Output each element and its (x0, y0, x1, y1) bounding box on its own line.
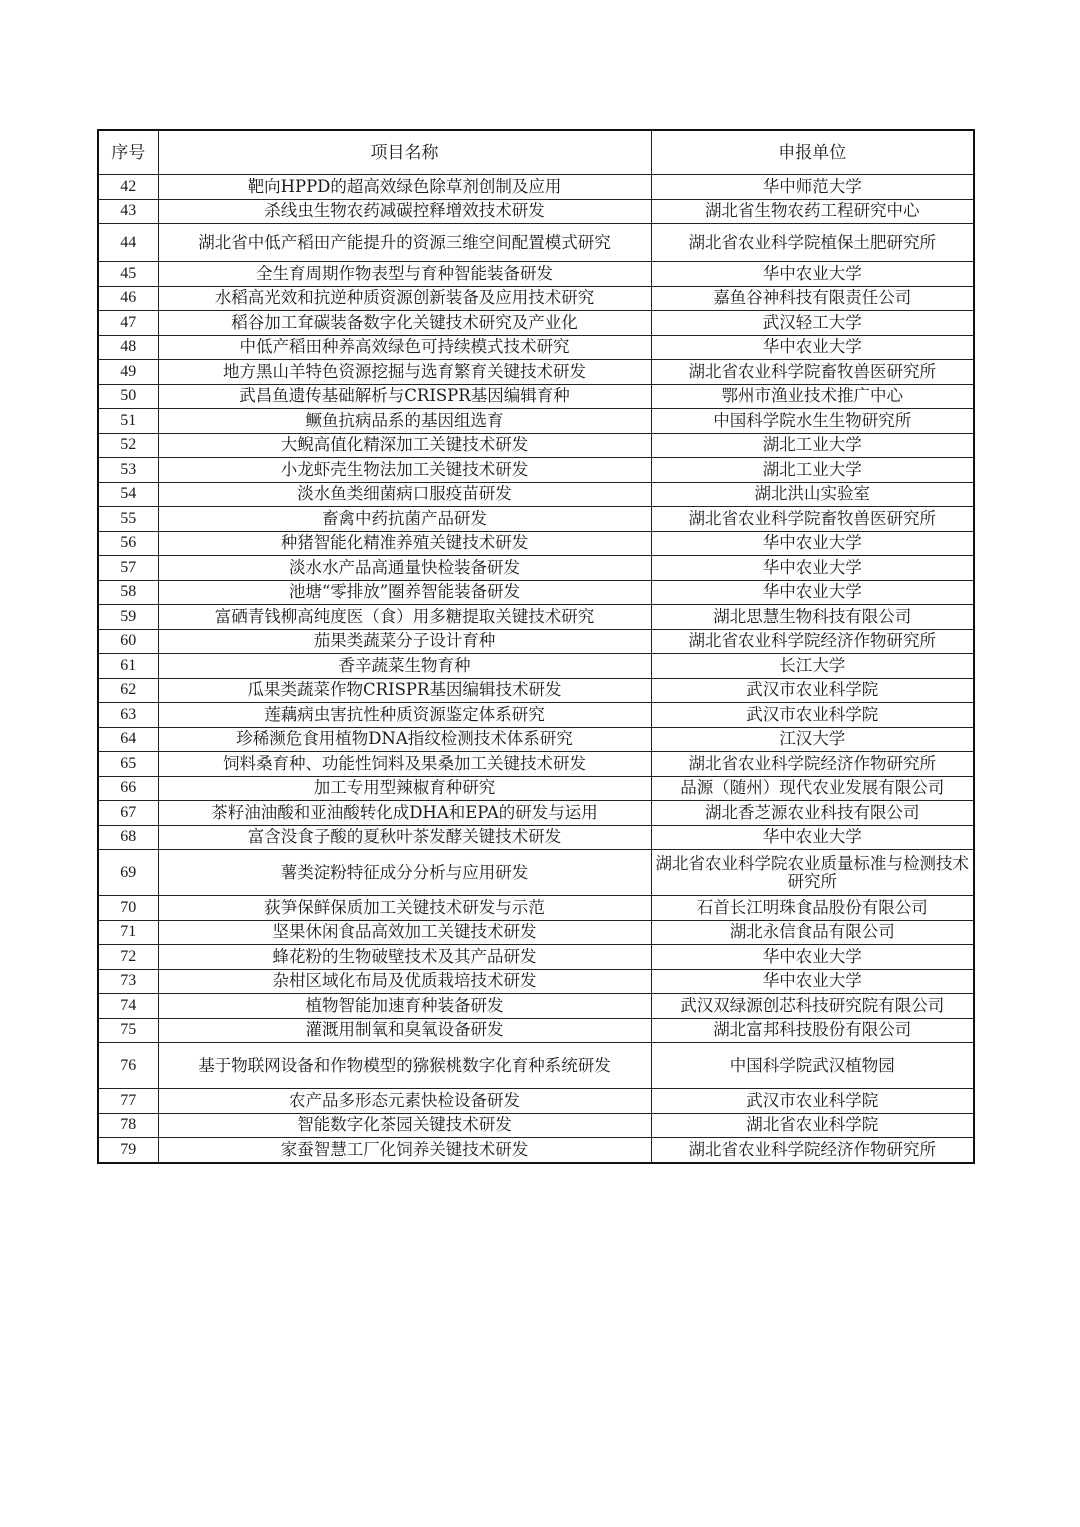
row-seq: 73 (98, 969, 158, 994)
row-project-name: 稻谷加工耷碳装备数字化关键技术研究及产业化 (158, 311, 651, 336)
row-project-name: 富含没食子酸的夏秋叶茶发酵关键技术研发 (158, 825, 651, 850)
row-seq: 65 (98, 752, 158, 777)
row-applicant-unit: 鄂州市渔业技术推广中心 (651, 384, 974, 409)
table-row (98, 1043, 974, 1089)
row-project-name: 水稻高光效和抗逆种质资源创新装备及应用技术研究 (158, 286, 651, 311)
row-seq: 74 (98, 994, 158, 1019)
row-applicant-unit: 武汉市农业科学院 (651, 678, 974, 703)
row-applicant-unit: 中国科学院水生生物研究所 (651, 409, 974, 434)
table-row (98, 311, 974, 336)
row-applicant-unit: 湖北永信食品有限公司 (651, 920, 974, 945)
row-seq: 53 (98, 458, 158, 483)
row-seq: 46 (98, 286, 158, 311)
row-seq: 48 (98, 335, 158, 360)
table-row (98, 433, 974, 458)
row-seq: 75 (98, 1018, 158, 1043)
row-applicant-unit: 湖北省生物农药工程研究中心 (651, 199, 974, 224)
row-seq: 79 (98, 1138, 158, 1163)
row-applicant-unit: 湖北省农业科学院经济作物研究所 (651, 752, 974, 777)
table-row (98, 752, 974, 777)
row-seq: 70 (98, 896, 158, 921)
row-applicant-unit: 湖北香芝源农业科技有限公司 (651, 801, 974, 826)
row-project-name: 大鲵高值化精深加工关键技术研发 (158, 433, 651, 458)
row-project-name: 加工专用型辣椒育种研究 (158, 776, 651, 801)
row-project-name: 茶籽油油酸和亚油酸转化成DHA和EPA的研发与运用 (158, 801, 651, 826)
table-row (98, 409, 974, 434)
row-project-name: 饲料桑育种、功能性饲料及果桑加工关键技术研发 (158, 752, 651, 777)
row-seq: 66 (98, 776, 158, 801)
table-row (98, 360, 974, 385)
row-seq: 69 (98, 850, 158, 896)
table-row (98, 896, 974, 921)
table-row (98, 776, 974, 801)
row-project-name: 湖北省中低产稻田产能提升的资源三维空间配置模式研究 (158, 224, 651, 262)
table-row (98, 262, 974, 287)
row-project-name: 池塘“零排放”圈养智能装备研发 (158, 580, 651, 605)
row-seq: 42 (98, 175, 158, 200)
row-applicant-unit: 华中农业大学 (651, 531, 974, 556)
row-project-name: 蜂花粉的生物破壁技术及其产品研发 (158, 945, 651, 970)
table-row (98, 1089, 974, 1114)
row-seq: 44 (98, 224, 158, 262)
row-project-name: 瓜果类蔬菜作物CRISPR基因编辑技术研发 (158, 678, 651, 703)
table-header-row (98, 130, 974, 175)
row-applicant-unit: 华中农业大学 (651, 556, 974, 581)
row-applicant-unit: 湖北工业大学 (651, 458, 974, 483)
row-seq: 43 (98, 199, 158, 224)
row-seq: 64 (98, 727, 158, 752)
row-project-name: 中低产稻田种养高效绿色可持续模式技术研究 (158, 335, 651, 360)
table-row (98, 825, 974, 850)
row-project-name: 灌溉用制氧和臭氧设备研发 (158, 1018, 651, 1043)
row-project-name: 淡水鱼类细菌病口服疫苗研发 (158, 482, 651, 507)
row-seq: 76 (98, 1043, 158, 1089)
table-row (98, 286, 974, 311)
row-applicant-unit: 华中农业大学 (651, 825, 974, 850)
table-row (98, 969, 974, 994)
row-project-name: 杀线虫生物农药减碳控释增效技术研发 (158, 199, 651, 224)
row-project-name: 武昌鱼遗传基础解析与CRISPR基因编辑育种 (158, 384, 651, 409)
table-row (98, 1018, 974, 1043)
header-project-name: 项目名称 (158, 130, 651, 175)
row-project-name: 荻笋保鲜保质加工关键技术研发与示范 (158, 896, 651, 921)
row-applicant-unit: 湖北省农业科学院畜牧兽医研究所 (651, 360, 974, 385)
row-applicant-unit: 湖北省农业科学院植保土肥研究所 (651, 224, 974, 262)
table-row (98, 199, 974, 224)
row-seq: 49 (98, 360, 158, 385)
row-project-name: 种猪智能化精准养殖关键技术研发 (158, 531, 651, 556)
header-seq: 序号 (98, 130, 158, 175)
row-seq: 58 (98, 580, 158, 605)
table-row (98, 1113, 974, 1138)
row-applicant-unit: 品源（随州）现代农业发展有限公司 (651, 776, 974, 801)
table-row (98, 556, 974, 581)
row-applicant-unit: 湖北省农业科学院经济作物研究所 (651, 1138, 974, 1163)
table-row (98, 458, 974, 483)
row-seq: 59 (98, 605, 158, 630)
table-row (98, 507, 974, 532)
row-seq: 77 (98, 1089, 158, 1114)
table-row (98, 727, 974, 752)
row-applicant-unit: 武汉市农业科学院 (651, 703, 974, 728)
row-seq: 54 (98, 482, 158, 507)
table-row (98, 175, 974, 200)
row-applicant-unit: 武汉轻工大学 (651, 311, 974, 336)
row-applicant-unit: 华中农业大学 (651, 945, 974, 970)
row-project-name: 杂柑区域化布局及优质栽培技术研发 (158, 969, 651, 994)
row-applicant-unit: 嘉鱼谷神科技有限责任公司 (651, 286, 974, 311)
row-seq: 57 (98, 556, 158, 581)
table-row (98, 384, 974, 409)
row-applicant-unit: 湖北省农业科学院 (651, 1113, 974, 1138)
row-project-name: 畜禽中药抗菌产品研发 (158, 507, 651, 532)
row-applicant-unit: 华中农业大学 (651, 335, 974, 360)
row-seq: 63 (98, 703, 158, 728)
table-row (98, 678, 974, 703)
table-row (98, 850, 974, 896)
row-seq: 45 (98, 262, 158, 287)
table-row (98, 629, 974, 654)
row-applicant-unit: 湖北思慧生物科技有限公司 (651, 605, 974, 630)
table-row (98, 801, 974, 826)
row-applicant-unit: 湖北省农业科学院农业质量标准与检测技术研究所 (651, 850, 974, 896)
row-applicant-unit: 长江大学 (651, 654, 974, 679)
table-row (98, 654, 974, 679)
row-applicant-unit: 华中农业大学 (651, 580, 974, 605)
row-project-name: 农产品多形态元素快检设备研发 (158, 1089, 651, 1114)
row-project-name: 坚果休闲食品高效加工关键技术研发 (158, 920, 651, 945)
row-project-name: 薯类淀粉特征成分分析与应用研发 (158, 850, 651, 896)
row-project-name: 香辛蔬菜生物育种 (158, 654, 651, 679)
row-seq: 78 (98, 1113, 158, 1138)
row-seq: 50 (98, 384, 158, 409)
row-project-name: 鳜鱼抗病品系的基因组选育 (158, 409, 651, 434)
table-row (98, 482, 974, 507)
row-seq: 72 (98, 945, 158, 970)
header-applicant-unit: 申报单位 (651, 130, 974, 175)
row-applicant-unit: 中国科学院武汉植物园 (651, 1043, 974, 1089)
row-applicant-unit: 湖北富邦科技股份有限公司 (651, 1018, 974, 1043)
row-project-name: 地方黑山羊特色资源挖掘与选育繁育关键技术研发 (158, 360, 651, 385)
row-applicant-unit: 湖北洪山实验室 (651, 482, 974, 507)
table-row (98, 605, 974, 630)
row-seq: 55 (98, 507, 158, 532)
row-project-name: 富硒青钱柳高纯度医（食）用多糖提取关键技术研究 (158, 605, 651, 630)
row-project-name: 茄果类蔬菜分子设计育种 (158, 629, 651, 654)
row-seq: 68 (98, 825, 158, 850)
row-seq: 71 (98, 920, 158, 945)
row-seq: 67 (98, 801, 158, 826)
table-body (98, 175, 974, 1163)
table-row (98, 703, 974, 728)
row-project-name: 莲藕病虫害抗性种质资源鉴定体系研究 (158, 703, 651, 728)
table-row (98, 920, 974, 945)
row-seq: 52 (98, 433, 158, 458)
row-applicant-unit: 武汉市农业科学院 (651, 1089, 974, 1114)
row-applicant-unit: 武汉双绿源创芯科技研究院有限公司 (651, 994, 974, 1019)
row-applicant-unit: 石首长江明珠食品股份有限公司 (651, 896, 974, 921)
project-table (97, 129, 975, 1164)
row-applicant-unit: 江汉大学 (651, 727, 974, 752)
row-project-name: 靶向HPPD的超高效绿色除草剂创制及应用 (158, 175, 651, 200)
row-seq: 62 (98, 678, 158, 703)
row-applicant-unit: 湖北工业大学 (651, 433, 974, 458)
table-row (98, 531, 974, 556)
table-row (98, 1138, 974, 1163)
row-applicant-unit: 湖北省农业科学院畜牧兽医研究所 (651, 507, 974, 532)
row-project-name: 智能数字化茶园关键技术研发 (158, 1113, 651, 1138)
row-seq: 60 (98, 629, 158, 654)
row-applicant-unit: 华中农业大学 (651, 969, 974, 994)
row-project-name: 植物智能加速育种装备研发 (158, 994, 651, 1019)
row-seq: 61 (98, 654, 158, 679)
row-project-name: 全生育周期作物表型与育种智能装备研发 (158, 262, 651, 287)
row-project-name: 珍稀濒危食用植物DNA指纹检测技术体系研究 (158, 727, 651, 752)
table-row (98, 945, 974, 970)
row-applicant-unit: 华中师范大学 (651, 175, 974, 200)
row-seq: 56 (98, 531, 158, 556)
table-row (98, 335, 974, 360)
row-applicant-unit: 华中农业大学 (651, 262, 974, 287)
table-row (98, 224, 974, 262)
table-row (98, 994, 974, 1019)
row-applicant-unit: 湖北省农业科学院经济作物研究所 (651, 629, 974, 654)
table-row (98, 580, 974, 605)
row-seq: 51 (98, 409, 158, 434)
row-project-name: 淡水水产品高通量快检装备研发 (158, 556, 651, 581)
row-project-name: 基于物联网设备和作物模型的猕猴桃数字化育种系统研发 (158, 1043, 651, 1089)
row-project-name: 小龙虾壳生物法加工关键技术研发 (158, 458, 651, 483)
row-project-name: 家蚕智慧工厂化饲养关键技术研发 (158, 1138, 651, 1163)
row-seq: 47 (98, 311, 158, 336)
